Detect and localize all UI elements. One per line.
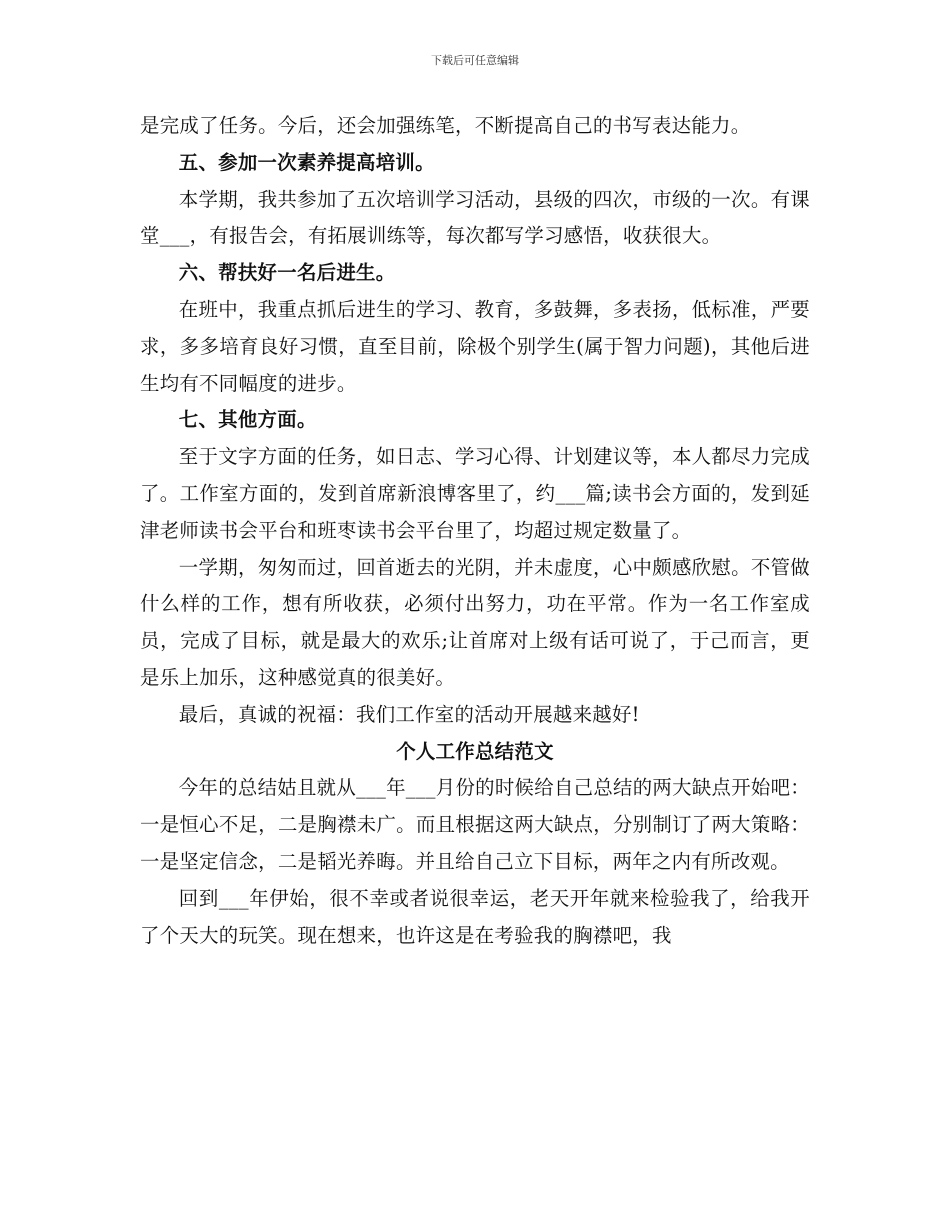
paragraph-students: 在班中，我重点抓后进生的学习、教育，多鼓舞，多表扬，低标准，严要求，多多培育良好习惯，直至目前，除极个别学生(属于智力问题)，其他后进生均有不同幅度的进步。 <box>140 297 810 395</box>
paragraph-semester: 一学期，匆匆而过，回首逝去的光阴，并未虚度，心中颇感欣慰。不管做什么样的工作，想有所收获，必须付出努力，功在平常。作为一名工作室成员，完成了目标，就是最大的欢乐;让首席对上级有话可说了，于己而言，更是乐上加乐，这种感觉真的很美好。 <box>140 555 810 689</box>
paragraph-summary-intro: 今年的总结姑且就从___年___月份的时候给自己总结的两大缺点开始吧：一是恒心不足，二是胸襟未广。而且根据这两大缺点，分别制订了两大策略：一是坚定信念，二是韬光养晦。并且给自己立下目标，两年之内有所改观。 <box>140 776 810 873</box>
document-title: 个人工作总结范文 <box>396 739 554 763</box>
paragraph-wishes: 最后，真诚的祝福：我们工作室的活动开展越来越好! <box>178 702 640 726</box>
paragraph-training: 本学期，我共参加了五次培训学习活动，县级的四次，市级的一次。有课堂___，有报告会，有拓展训练等，每次都写学习感悟，收获很大。 <box>140 187 810 248</box>
section-heading-7: 七、其他方面。 <box>178 408 317 432</box>
page-header: 下载后可任意编辑 <box>431 54 519 67</box>
section-heading-6: 六、帮扶好一名后进生。 <box>178 261 396 285</box>
section-heading-5: 五、参加一次素养提高培训。 <box>178 150 435 174</box>
paragraph-summary-start: 回到___年伊始，很不幸或者说很幸运，老天开年就来检验我了，给我开了个天大的玩笑。现在想来，也许这是在考验我的胸襟吧，我 <box>140 886 810 947</box>
paragraph-other: 至于文字方面的任务，如日志、学习心得、计划建议等，本人都尽力完成了。工作室方面的，发到首席新浪博客里了，约___篇;读书会方面的，发到延津老师读书会平台和班枣读书会平台里了，均超过规定数量了。 <box>140 445 810 542</box>
document-body <box>140 108 810 954</box>
paragraph-continuation: 是完成了任务。今后，还会加强练笔，不断提高自己的书写表达能力。 <box>140 114 751 137</box>
